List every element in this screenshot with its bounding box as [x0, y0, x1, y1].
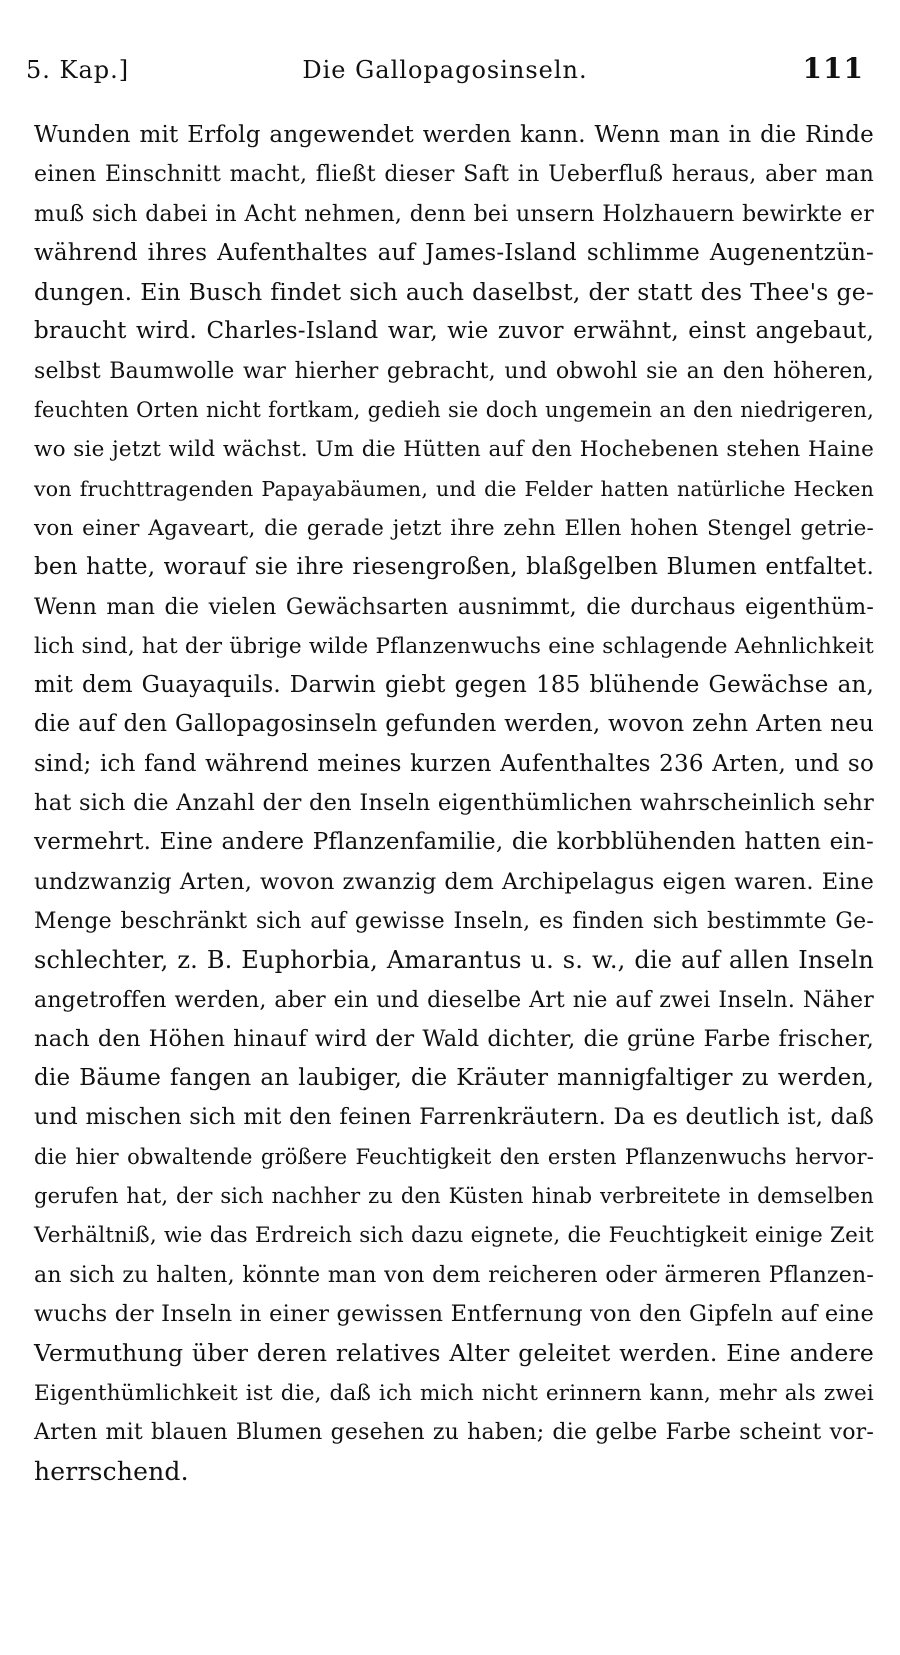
- text-line: während ihres Aufenthaltes auf James-Island schlimme Augenentzün-: [34, 239, 874, 266]
- text-line: selbst Baumwolle war hierher gebracht, und obwohl sie an den höheren,: [34, 358, 874, 384]
- body-text: [34, 116, 874, 1491]
- text-line: Wenn man die vielen Gewächsarten ausnimmt, die durchaus eigenthüm-: [34, 594, 874, 620]
- text-line: lich sind, hat der übrige wilde Pflanzenwuchs eine schlagende Aehnlichkeit: [34, 633, 874, 659]
- text-line: vermehrt. Eine andere Pflanzenfamilie, die korbblühenden hatten ein-: [34, 829, 874, 856]
- text-line: angetroffen werden, aber ein und dieselbe Art nie auf zwei Inseln. Näher: [34, 987, 874, 1013]
- running-head: [26, 52, 864, 92]
- text-line: einen Einschnitt macht, fließt dieser Saft in Ueberfluß heraus, aber man: [34, 162, 874, 188]
- text-line: die auf den Gallopagosinseln gefunden werden, wovon zehn Arten neu: [34, 711, 874, 738]
- page-title: Die Gallopagosinseln.: [302, 56, 588, 84]
- page-number: 111: [802, 52, 864, 85]
- text-line: dungen. Ein Busch findet sich auch daselbst, der statt des Thee's ge-: [34, 278, 874, 307]
- text-line: Menge beschränkt sich auf gewisse Inseln, es finden sich bestimmte Ge-: [34, 908, 874, 934]
- text-line: feuchten Orten nicht fortkam, gedieh sie doch ungemein an den niedrigeren,: [34, 398, 874, 423]
- text-line: wuchs der Inseln in einer gewissen Entfernung von den Gipfeln auf eine: [34, 1300, 874, 1327]
- text-line: Eigenthümlichkeit ist die, daß ich mich nicht erinnern kann, mehr als zwei: [34, 1380, 874, 1406]
- text-line: von fruchttragenden Papayabäumen, und die Felder hatten natürliche Hecken: [34, 476, 874, 501]
- text-line: und mischen sich mit den feinen Farrenkräutern. Da es deutlich ist, daß: [34, 1104, 874, 1131]
- text-line: die Bäume fangen an laubiger, die Kräuter mannigfaltiger zu werden,: [34, 1065, 874, 1092]
- text-line: muß sich dabei in Acht nehmen, denn bei unsern Holzhauern bewirkte er: [34, 201, 874, 227]
- text-line: ben hatte, worauf sie ihre riesengroßen, blaßgelben Blumen entfaltet.: [34, 554, 874, 581]
- text-line: hat sich die Anzahl der den Inseln eigenthümlichen wahrscheinlich sehr: [34, 790, 874, 817]
- text-line: Wunden mit Erfolg angewendet werden kann. Wenn man in die Rinde: [34, 122, 874, 148]
- text-line: herrschend.: [34, 1457, 189, 1487]
- text-line: undzwanzig Arten, wovon zwanzig dem Archipelagus eigen waren. Eine: [34, 868, 874, 895]
- text-line: Vermuthung über deren relatives Alter geleitet werden. Eine andere: [34, 1339, 874, 1368]
- text-line: schlechter, z. B. Euphorbia, Amarantus u. s. w., die auf allen Inseln: [34, 946, 874, 975]
- text-line: nach den Höhen hinauf wird der Wald dichter, die grüne Farbe frischer,: [34, 1025, 874, 1052]
- text-line: die hier obwaltende größere Feuchtigkeit den ersten Pflanzenwuchs hervor-: [34, 1144, 874, 1169]
- text-line: von einer Agaveart, die gerade jetzt ihre zehn Ellen hohen Stengel getrie-: [34, 515, 874, 541]
- text-line: Arten mit blauen Blumen gesehen zu haben; die gelbe Farbe scheint vor-: [34, 1419, 874, 1445]
- text-line: Verhältniß, wie das Erdreich sich dazu eignete, die Feuchtigkeit einige Zeit: [34, 1223, 874, 1249]
- text-line: mit dem Guayaquils. Darwin giebt gegen 185 blühende Gewächse an,: [34, 672, 874, 699]
- text-line: gerufen hat, der sich nachher zu den Küsten hinab verbreitete in demselben: [34, 1184, 874, 1209]
- text-line: braucht wird. Charles-Island war, wie zuvor erwähnt, einst angebaut,: [34, 318, 874, 345]
- chapter-reference: 5. Kap.]: [26, 56, 130, 84]
- text-line: sind; ich fand während meines kurzen Aufenthaltes 236 Arten, und so: [34, 750, 874, 777]
- text-line: an sich zu halten, könnte man von dem reicheren oder ärmeren Pflanzen-: [34, 1262, 874, 1288]
- text-line: wo sie jetzt wild wächst. Um die Hütten auf den Hochebenen stehen Haine: [34, 437, 874, 463]
